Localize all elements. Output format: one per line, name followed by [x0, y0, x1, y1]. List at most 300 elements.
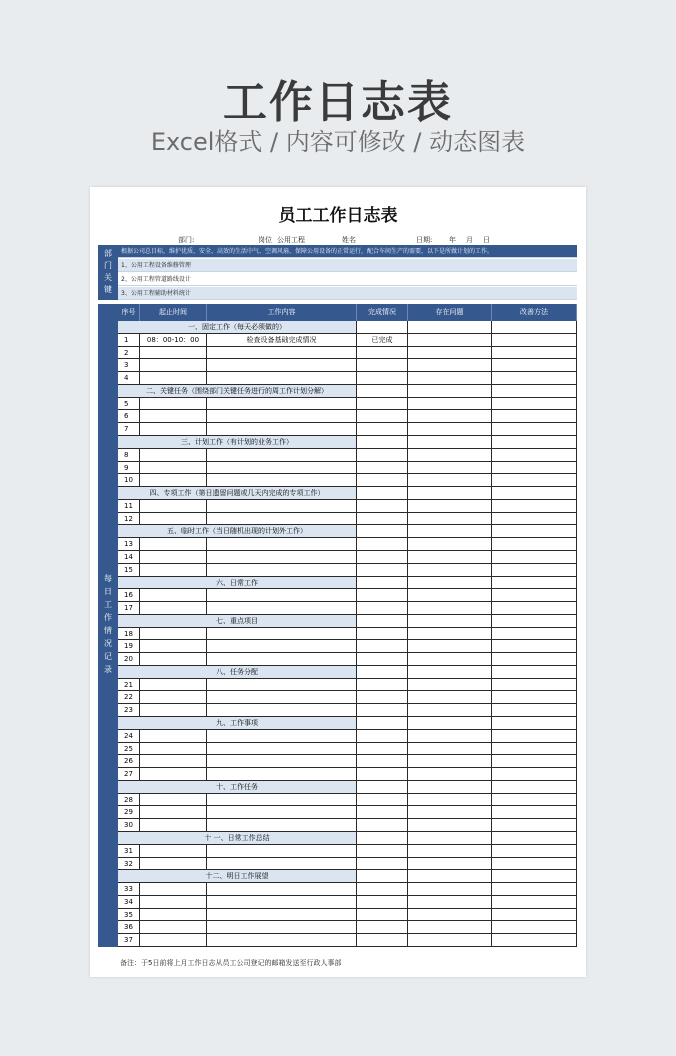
- section-blank-cell[interactable]: [357, 870, 408, 882]
- cell-problem[interactable]: [408, 462, 492, 474]
- cell-method[interactable]: [492, 679, 577, 691]
- key-row[interactable]: 根据公司总目标，维护优质、安全、高效的生活中气、空调风扇、保障公用设备的正常运行，配合车间生产的需要，以下是所做计划的工作。: [118, 245, 577, 258]
- section-blank-cell[interactable]: [492, 666, 577, 678]
- cell-time[interactable]: [140, 679, 207, 691]
- section-blank-cell[interactable]: [357, 436, 408, 448]
- cell-method[interactable]: [492, 602, 577, 614]
- cell-content[interactable]: [207, 883, 357, 895]
- section-blank-cell[interactable]: [492, 577, 577, 589]
- cell-method[interactable]: [492, 359, 577, 371]
- section-row: [118, 832, 577, 845]
- cell-method[interactable]: [492, 513, 577, 525]
- cell-problem[interactable]: [408, 730, 492, 742]
- cell-problem[interactable]: [408, 551, 492, 563]
- cell-method[interactable]: [492, 564, 577, 576]
- date-day: 日: [483, 236, 490, 244]
- section-blank-cell[interactable]: [357, 321, 408, 333]
- cell-time[interactable]: [140, 909, 207, 921]
- cell-content[interactable]: [207, 513, 357, 525]
- cell-content[interactable]: [207, 474, 357, 486]
- cell-method[interactable]: [492, 691, 577, 703]
- cell-time[interactable]: [140, 704, 207, 716]
- cell-no: 10: [118, 474, 140, 486]
- cell-content[interactable]: [207, 449, 357, 461]
- date-label: 日期:: [416, 236, 433, 244]
- cell-no: 31: [118, 845, 140, 857]
- cell-problem[interactable]: [408, 909, 492, 921]
- cell-status[interactable]: [357, 819, 408, 831]
- key-side-label: 部门关键: [98, 245, 118, 300]
- cell-content[interactable]: [207, 640, 357, 652]
- cell-no: 5: [118, 398, 140, 410]
- section-blank-cell[interactable]: [492, 321, 577, 333]
- cell-content[interactable]: [207, 794, 357, 806]
- cell-no: 17: [118, 602, 140, 614]
- cell-problem[interactable]: [408, 334, 492, 346]
- section-blank-cell[interactable]: [408, 525, 492, 537]
- cell-status[interactable]: 已完成: [357, 334, 408, 346]
- table-row: [118, 883, 577, 896]
- section-blank-cell[interactable]: [408, 666, 492, 678]
- cell-content[interactable]: [207, 691, 357, 703]
- section-label: 十 一、日常工作总结: [118, 832, 357, 844]
- header-method: 改善方法: [492, 304, 577, 321]
- cell-content[interactable]: [207, 896, 357, 908]
- cell-content[interactable]: [207, 730, 357, 742]
- post-label: 岗位: [258, 236, 272, 244]
- cell-problem[interactable]: [408, 372, 492, 384]
- section-label: 十、工作任务: [118, 781, 357, 793]
- table-row: [118, 755, 577, 768]
- cell-no: 12: [118, 513, 140, 525]
- cell-content[interactable]: [207, 538, 357, 550]
- cell-status[interactable]: [357, 704, 408, 716]
- cell-status[interactable]: [357, 589, 408, 601]
- cell-content[interactable]: [207, 819, 357, 831]
- table-row: [118, 500, 577, 513]
- cell-method[interactable]: [492, 883, 577, 895]
- table-row: [118, 640, 577, 653]
- cell-method[interactable]: [492, 538, 577, 550]
- table-row: [118, 628, 577, 641]
- cell-content[interactable]: [207, 653, 357, 665]
- cell-no: 26: [118, 755, 140, 767]
- section-blank-cell[interactable]: [408, 781, 492, 793]
- section-blank-cell[interactable]: [492, 832, 577, 844]
- section-label: 七、重点项目: [118, 615, 357, 627]
- cell-problem[interactable]: [408, 704, 492, 716]
- cell-no: 28: [118, 794, 140, 806]
- cell-status[interactable]: [357, 359, 408, 371]
- cell-problem[interactable]: [408, 410, 492, 422]
- cell-method[interactable]: [492, 628, 577, 640]
- section-blank-cell[interactable]: [492, 525, 577, 537]
- cell-time[interactable]: [140, 359, 207, 371]
- cell-problem[interactable]: [408, 640, 492, 652]
- section-label: 六、日常工作: [118, 577, 357, 589]
- cell-status[interactable]: [357, 896, 408, 908]
- cell-method[interactable]: [492, 372, 577, 384]
- cell-content[interactable]: [207, 934, 357, 946]
- table-row: [118, 845, 577, 858]
- section-row: [118, 870, 577, 883]
- cell-problem[interactable]: [408, 755, 492, 767]
- cell-no: 32: [118, 858, 140, 870]
- cell-status[interactable]: [357, 730, 408, 742]
- cell-status[interactable]: [357, 513, 408, 525]
- cell-status[interactable]: [357, 768, 408, 780]
- cell-method[interactable]: [492, 768, 577, 780]
- cell-method[interactable]: [492, 845, 577, 857]
- grid-side-text: 每日工作情况记录: [103, 573, 113, 678]
- cell-time[interactable]: [140, 589, 207, 601]
- cell-problem[interactable]: [408, 449, 492, 461]
- header-problem: 存在问题: [408, 304, 492, 321]
- cell-content[interactable]: 检查设备基础完成情况: [207, 334, 357, 346]
- table-row: [118, 679, 577, 692]
- section-blank-cell[interactable]: [357, 577, 408, 589]
- section-blank-cell[interactable]: [408, 832, 492, 844]
- cell-method[interactable]: [492, 819, 577, 831]
- cell-status[interactable]: [357, 410, 408, 422]
- cell-time[interactable]: [140, 768, 207, 780]
- cell-time[interactable]: [140, 551, 207, 563]
- cell-problem[interactable]: [408, 896, 492, 908]
- cell-problem[interactable]: [408, 628, 492, 640]
- cell-method[interactable]: [492, 334, 577, 346]
- section-blank-cell[interactable]: [408, 321, 492, 333]
- cell-content[interactable]: [207, 589, 357, 601]
- cell-time[interactable]: [140, 896, 207, 908]
- cell-time[interactable]: [140, 794, 207, 806]
- cell-problem[interactable]: [408, 564, 492, 576]
- section-blank-cell[interactable]: [492, 870, 577, 882]
- cell-status[interactable]: [357, 449, 408, 461]
- cell-time[interactable]: [140, 858, 207, 870]
- cell-problem[interactable]: [408, 359, 492, 371]
- header-status: 完成情况: [357, 304, 408, 321]
- table-row: [118, 730, 577, 743]
- cell-time[interactable]: [140, 883, 207, 895]
- cell-method[interactable]: [492, 730, 577, 742]
- cell-time[interactable]: [140, 934, 207, 946]
- cell-method[interactable]: [492, 640, 577, 652]
- cell-method[interactable]: [492, 589, 577, 601]
- cell-content[interactable]: [207, 768, 357, 780]
- cell-problem[interactable]: [408, 768, 492, 780]
- section-blank-cell[interactable]: [357, 615, 408, 627]
- cell-time[interactable]: [140, 653, 207, 665]
- cell-time[interactable]: [140, 462, 207, 474]
- cell-time[interactable]: [140, 500, 207, 512]
- cell-no: 34: [118, 896, 140, 908]
- cell-no: 25: [118, 743, 140, 755]
- sheet-title: 员工工作日志表: [278, 206, 398, 226]
- section-blank-cell[interactable]: [492, 487, 577, 499]
- cell-no: 1: [118, 334, 140, 346]
- cell-problem[interactable]: [408, 845, 492, 857]
- cell-method[interactable]: [492, 410, 577, 422]
- cell-no: 4: [118, 372, 140, 384]
- cell-status[interactable]: [357, 755, 408, 767]
- section-row: [118, 577, 577, 590]
- section-blank-cell[interactable]: [408, 436, 492, 448]
- cell-status[interactable]: [357, 794, 408, 806]
- cell-method[interactable]: [492, 794, 577, 806]
- section-blank-cell[interactable]: [408, 615, 492, 627]
- cell-content[interactable]: [207, 755, 357, 767]
- cell-no: 23: [118, 704, 140, 716]
- cell-content[interactable]: [207, 347, 357, 359]
- cell-status[interactable]: [357, 909, 408, 921]
- cell-time[interactable]: [140, 513, 207, 525]
- cell-method[interactable]: [492, 449, 577, 461]
- section-row: [118, 525, 577, 538]
- cell-no: 8: [118, 449, 140, 461]
- section-blank-cell[interactable]: [492, 717, 577, 729]
- cell-status[interactable]: [357, 806, 408, 818]
- cell-content[interactable]: [207, 398, 357, 410]
- cell-time[interactable]: [140, 819, 207, 831]
- table-row: [118, 653, 577, 666]
- section-blank-cell[interactable]: [492, 781, 577, 793]
- cell-content[interactable]: [207, 628, 357, 640]
- cell-content[interactable]: [207, 921, 357, 933]
- table-row: [118, 896, 577, 909]
- cell-time[interactable]: [140, 691, 207, 703]
- cell-problem[interactable]: [408, 679, 492, 691]
- cell-status[interactable]: [357, 602, 408, 614]
- section-blank-cell[interactable]: [492, 436, 577, 448]
- cell-method[interactable]: [492, 921, 577, 933]
- cell-problem[interactable]: [408, 794, 492, 806]
- cell-status[interactable]: [357, 628, 408, 640]
- cell-content[interactable]: [207, 564, 357, 576]
- section-blank-cell[interactable]: [357, 781, 408, 793]
- section-label: 二、关键任务（围绕部门关键任务进行的周工作计划分解）: [118, 385, 357, 397]
- cell-no: 33: [118, 883, 140, 895]
- hero-title: 工作日志表: [223, 77, 453, 128]
- section-label: 九、工作事项: [118, 717, 357, 729]
- cell-status[interactable]: [357, 883, 408, 895]
- table-row: [118, 858, 577, 871]
- cell-time[interactable]: [140, 640, 207, 652]
- section-blank-cell[interactable]: [357, 717, 408, 729]
- cell-content[interactable]: [207, 909, 357, 921]
- cell-method[interactable]: [492, 858, 577, 870]
- grid-side-label: [98, 304, 118, 947]
- cell-no: 20: [118, 653, 140, 665]
- cell-time[interactable]: [140, 628, 207, 640]
- cell-status[interactable]: [357, 500, 408, 512]
- cell-time[interactable]: [140, 806, 207, 818]
- cell-method[interactable]: [492, 398, 577, 410]
- cell-status[interactable]: [357, 462, 408, 474]
- cell-status[interactable]: [357, 347, 408, 359]
- section-blank-cell[interactable]: [492, 385, 577, 397]
- cell-content[interactable]: [207, 704, 357, 716]
- cell-status[interactable]: [357, 398, 408, 410]
- section-blank-cell[interactable]: [408, 717, 492, 729]
- cell-status[interactable]: [357, 691, 408, 703]
- cell-status[interactable]: [357, 372, 408, 384]
- cell-status[interactable]: [357, 564, 408, 576]
- header-time: 起止时间: [140, 304, 207, 321]
- cell-no: 7: [118, 423, 140, 435]
- cell-time[interactable]: [140, 474, 207, 486]
- key-row[interactable]: 2、公用工程管道路线设计: [118, 273, 577, 286]
- cell-no: 11: [118, 500, 140, 512]
- cell-time[interactable]: [140, 921, 207, 933]
- cell-time[interactable]: [140, 347, 207, 359]
- cell-time[interactable]: [140, 755, 207, 767]
- cell-no: 24: [118, 730, 140, 742]
- cell-method[interactable]: [492, 934, 577, 946]
- cell-content[interactable]: [207, 845, 357, 857]
- cell-problem[interactable]: [408, 858, 492, 870]
- cell-method[interactable]: [492, 909, 577, 921]
- cell-content[interactable]: [207, 743, 357, 755]
- cell-method[interactable]: [492, 653, 577, 665]
- cell-method[interactable]: [492, 347, 577, 359]
- cell-problem[interactable]: [408, 347, 492, 359]
- table-row: [118, 372, 577, 385]
- cell-content[interactable]: [207, 359, 357, 371]
- cell-problem[interactable]: [408, 474, 492, 486]
- cell-status[interactable]: [357, 921, 408, 933]
- cell-content[interactable]: [207, 410, 357, 422]
- cell-problem[interactable]: [408, 806, 492, 818]
- section-blank-cell[interactable]: [408, 385, 492, 397]
- cell-time[interactable]: [140, 372, 207, 384]
- cell-method[interactable]: [492, 704, 577, 716]
- cell-method[interactable]: [492, 474, 577, 486]
- cell-status[interactable]: [357, 474, 408, 486]
- cell-content[interactable]: [207, 462, 357, 474]
- cell-content[interactable]: [207, 551, 357, 563]
- cell-no: 6: [118, 410, 140, 422]
- header-content: 工作内容: [207, 304, 357, 321]
- section-blank-cell[interactable]: [408, 487, 492, 499]
- cell-method[interactable]: [492, 551, 577, 563]
- cell-problem[interactable]: [408, 513, 492, 525]
- cell-no: 29: [118, 806, 140, 818]
- cell-status[interactable]: [357, 934, 408, 946]
- cell-time[interactable]: [140, 730, 207, 742]
- cell-no: 37: [118, 934, 140, 946]
- dept-label: 部门:: [178, 236, 195, 244]
- cell-method[interactable]: [492, 806, 577, 818]
- cell-status[interactable]: [357, 743, 408, 755]
- cell-problem[interactable]: [408, 423, 492, 435]
- hero-subtitle: Excel格式 / 内容可修改 / 动态图表: [150, 128, 526, 156]
- cell-time[interactable]: [140, 538, 207, 550]
- cell-problem[interactable]: [408, 743, 492, 755]
- cell-no: 21: [118, 679, 140, 691]
- section-blank-cell[interactable]: [408, 870, 492, 882]
- cell-time[interactable]: 08：00-10：00: [140, 334, 207, 346]
- cell-problem[interactable]: [408, 589, 492, 601]
- cell-status[interactable]: [357, 858, 408, 870]
- table-row: [118, 359, 577, 372]
- cell-time[interactable]: [140, 602, 207, 614]
- section-blank-cell[interactable]: [492, 615, 577, 627]
- section-blank-cell[interactable]: [357, 487, 408, 499]
- cell-content[interactable]: [207, 602, 357, 614]
- key-row[interactable]: 3、公用工程辅助材料统计: [118, 287, 577, 300]
- section-blank-cell[interactable]: [357, 832, 408, 844]
- cell-status[interactable]: [357, 653, 408, 665]
- table-row: [118, 334, 577, 347]
- cell-method[interactable]: [492, 500, 577, 512]
- cell-problem[interactable]: [408, 921, 492, 933]
- cell-problem[interactable]: [408, 500, 492, 512]
- cell-no: 14: [118, 551, 140, 563]
- cell-status[interactable]: [357, 679, 408, 691]
- cell-time[interactable]: [140, 423, 207, 435]
- cell-method[interactable]: [492, 896, 577, 908]
- table-row: [118, 474, 577, 487]
- cell-time[interactable]: [140, 398, 207, 410]
- cell-problem[interactable]: [408, 538, 492, 550]
- cell-problem[interactable]: [408, 653, 492, 665]
- section-blank-cell[interactable]: [357, 666, 408, 678]
- section-row: [118, 615, 577, 628]
- section-blank-cell[interactable]: [408, 577, 492, 589]
- cell-status[interactable]: [357, 423, 408, 435]
- cell-status[interactable]: [357, 551, 408, 563]
- table-row: [118, 410, 577, 423]
- cell-status[interactable]: [357, 845, 408, 857]
- cell-method[interactable]: [492, 462, 577, 474]
- cell-content[interactable]: [207, 423, 357, 435]
- cell-time[interactable]: [140, 564, 207, 576]
- table-row: [118, 794, 577, 807]
- cell-problem[interactable]: [408, 883, 492, 895]
- cell-no: 27: [118, 768, 140, 780]
- cell-problem[interactable]: [408, 934, 492, 946]
- cell-time[interactable]: [140, 410, 207, 422]
- cell-content[interactable]: [207, 679, 357, 691]
- cell-time[interactable]: [140, 845, 207, 857]
- table-row: [118, 423, 577, 436]
- cell-content[interactable]: [207, 500, 357, 512]
- cell-problem[interactable]: [408, 398, 492, 410]
- cell-no: 16: [118, 589, 140, 601]
- cell-method[interactable]: [492, 423, 577, 435]
- cell-status[interactable]: [357, 538, 408, 550]
- cell-content[interactable]: [207, 806, 357, 818]
- cell-problem[interactable]: [408, 819, 492, 831]
- cell-content[interactable]: [207, 858, 357, 870]
- cell-problem[interactable]: [408, 691, 492, 703]
- cell-time[interactable]: [140, 743, 207, 755]
- section-label: 八、任务分配: [118, 666, 357, 678]
- table-row: [118, 564, 577, 577]
- table-row: [118, 551, 577, 564]
- cell-method[interactable]: [492, 743, 577, 755]
- section-blank-cell[interactable]: [357, 525, 408, 537]
- cell-time[interactable]: [140, 449, 207, 461]
- cell-content[interactable]: [207, 372, 357, 384]
- cell-status[interactable]: [357, 640, 408, 652]
- section-blank-cell[interactable]: [357, 385, 408, 397]
- cell-method[interactable]: [492, 755, 577, 767]
- cell-no: 19: [118, 640, 140, 652]
- cell-problem[interactable]: [408, 602, 492, 614]
- key-row[interactable]: 1、公用工程设备维修管理: [118, 259, 577, 272]
- table-row: [118, 462, 577, 475]
